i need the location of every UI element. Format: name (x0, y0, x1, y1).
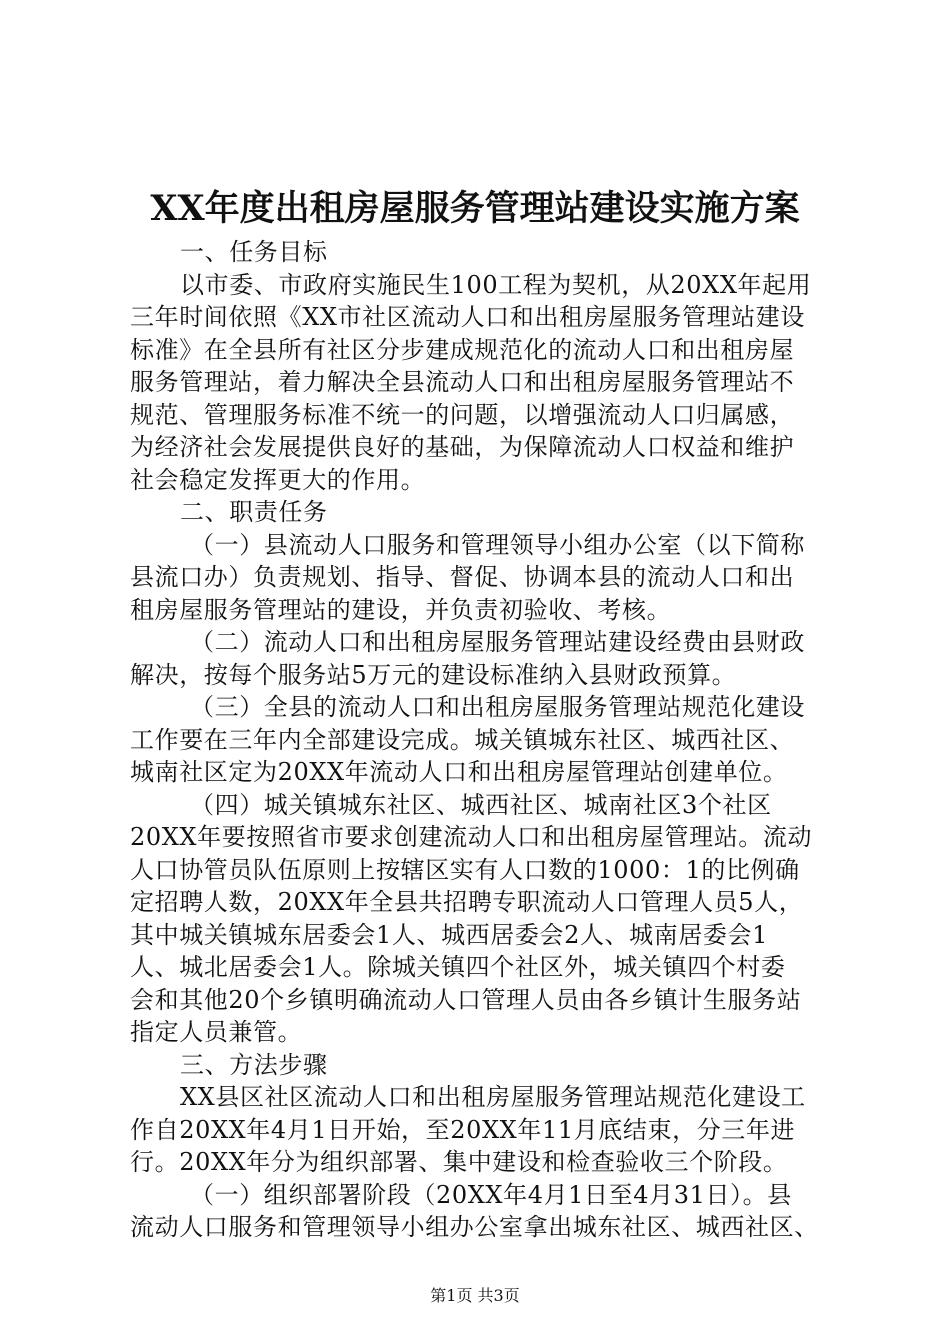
paragraph-line: （三）全县的流动人口和出租房屋服务管理站规范化建设 (190, 693, 805, 721)
paragraph-line: 定招聘人数，20XX年全县共招聘专职流动人口管理人员5人， (130, 888, 804, 916)
paragraph-line: 其中城关镇城东居委会1人、城西居委会2人、城南居委会1 (130, 920, 769, 949)
paragraph-line: 指定人员兼管。 (130, 1018, 303, 1046)
paragraph-line: 县流口办）负责规划、指导、督促、协调本县的流动人口和出 (130, 563, 795, 591)
paragraph-line: 标准》在全县所有社区分步建成规范化的流动人口和出租房屋 (130, 335, 795, 364)
paragraph-line: 以市委、市政府实施民生100工程为契机，从20XX年起用 (180, 270, 812, 299)
document-title: XX年度出租房屋服务管理站建设实施方案 (150, 188, 800, 229)
paragraph-line: （四）城关镇城东社区、城西社区、城南社区3个社区 (190, 790, 772, 819)
section-heading: 二、职责任务 (180, 498, 328, 526)
paragraph-line: 城南社区定为20XX年流动人口和出租房屋管理站创建单位。 (130, 758, 788, 786)
paragraph-line: 服务管理站，着力解决全县流动人口和出租房屋服务管理站不 (130, 368, 795, 396)
paragraph-line: 租房屋服务管理站的建设，并负责初验收、考核。 (130, 595, 672, 624)
paragraph-line: 人、城北居委会1人。除城关镇四个社区外，城关镇四个村委 (130, 953, 786, 981)
section-heading: 一、任务目标 (180, 238, 328, 266)
paragraph-line: 社会稳定发挥更大的作用。 (130, 465, 426, 494)
page-number-footer: 第1页 共3页 (430, 1286, 520, 1305)
paragraph-line: 规范、管理服务标准不统一的问题，以增强流动人口归属感， (130, 400, 795, 429)
paragraph-line: 作自20XX年4月1日开始，至20XX年11月底结束，分三年进 (130, 1115, 796, 1144)
paragraph-line: XX县区社区流动人口和出租房屋服务管理站规范化建设工 (180, 1083, 806, 1111)
paragraph-line: 解决，按每个服务站5万元的建设标准纳入县财政预算。 (130, 660, 737, 689)
paragraph-line: （一）组织部署阶段（20XX年4月1日至4月31日）。县 (190, 1180, 792, 1209)
document-body (130, 236, 830, 1244)
paragraph-line: 流动人口服务和管理领导小组办公室拿出城东社区、城西社区、 (130, 1213, 819, 1241)
paragraph-line: 工作要在三年内全部建设完成。城关镇城东社区、城西社区、 (130, 725, 795, 754)
paragraph-line: （二）流动人口和出租房屋服务管理站建设经费由县财政 (190, 628, 805, 656)
paragraph-line: 人口协管员队伍原则上按辖区实有人口数的1000：1的比例确 (130, 855, 800, 884)
section-heading: 三、方法步骤 (180, 1050, 328, 1079)
paragraph-line: 20XX年要按照省市要求创建流动人口和出租房屋管理站。流动 (130, 823, 813, 851)
paragraph-line: 三年时间依照《XX市社区流动人口和出租房屋服务管理站建设 (130, 303, 805, 331)
paragraph-line: 会和其他20个乡镇明确流动人口管理人员由各乡镇计生服务站 (130, 985, 802, 1014)
paragraph-line: 行。20XX年分为组织部署、集中建设和检查验收三个阶段。 (130, 1148, 788, 1176)
paragraph-line: 为经济社会发展提供良好的基础，为保障流动人口权益和维护 (130, 433, 795, 461)
paragraph-line: （一）县流动人口服务和管理领导小组办公室（以下简称 (190, 530, 805, 559)
